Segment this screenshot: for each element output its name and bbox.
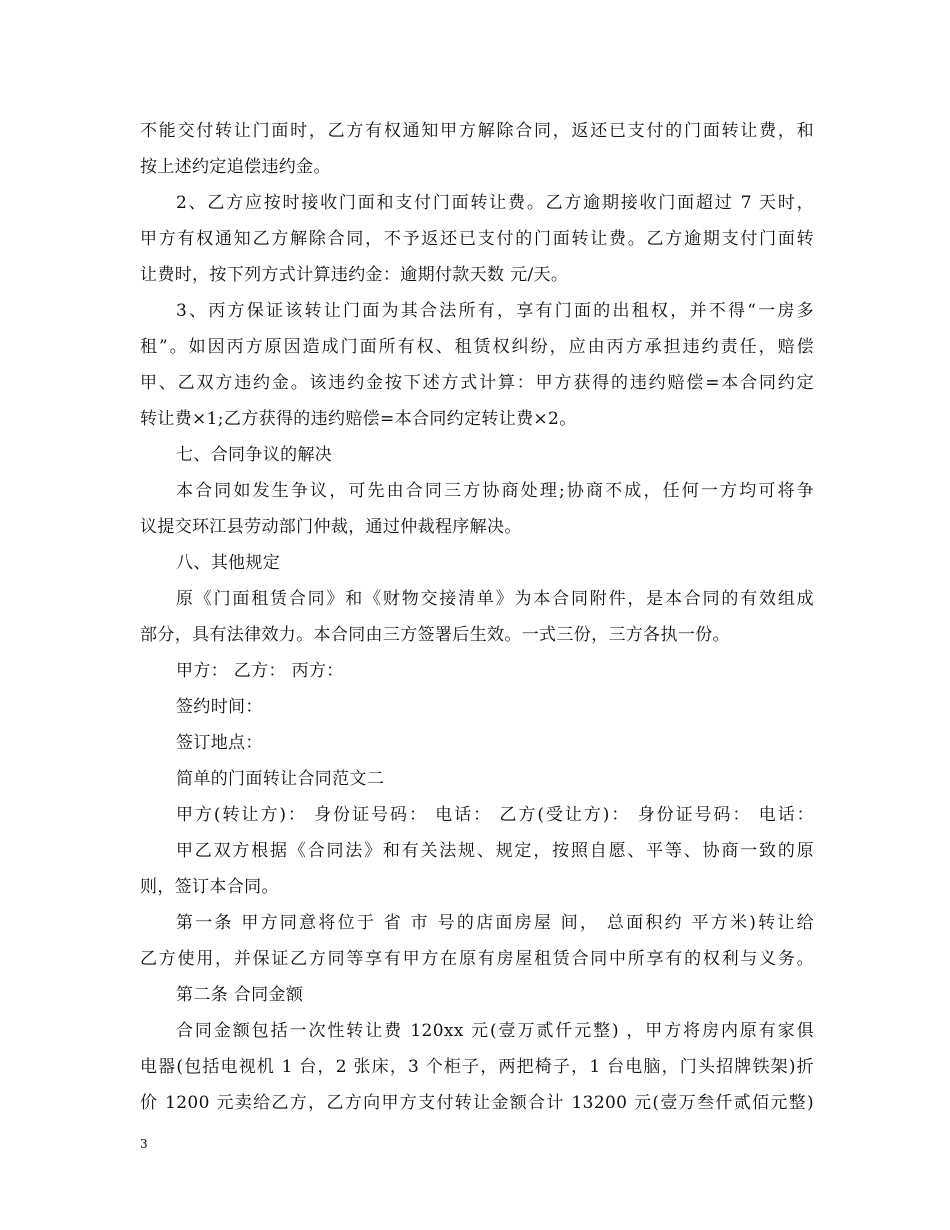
article-one-line-1: 第一条 甲方同意将位于 省 市 号的店面房屋 间， 总面积约 平方米)转让给 bbox=[176, 913, 814, 933]
article-two-heading: 第二条 合同金额 bbox=[176, 985, 304, 1005]
signature-date: 签约时间： bbox=[176, 697, 263, 717]
signature-place: 签订地点： bbox=[176, 733, 263, 753]
text-line-22: 则，签订本合同。 bbox=[140, 877, 279, 897]
text-line-2: 按上述约定追偿违约金。 bbox=[140, 157, 331, 177]
article-two-line-1: 合同金额包括一次性转让费 120xx 元(壹万贰仟元整) ，甲方将房内原有家俱 bbox=[176, 1021, 814, 1041]
section-heading-other: 八、其他规定 bbox=[176, 553, 281, 573]
party-info-line: 甲方(转让方)： 身份证号码： 电话： 乙方(受让方)： 身份证号码： 电话： bbox=[176, 805, 814, 825]
article-one-line-2: 乙方使用，并保证乙方同等享有甲方在原有房屋租赁合同中所享有的权利与义务。 bbox=[140, 949, 814, 969]
text-line-14: 原《门面租赁合同》和《财物交接清单》为本合同附件，是本合同的有效组成 bbox=[176, 589, 814, 609]
text-line-3: 2、乙方应按时接收门面和支付门面转让费。乙方逾期接收门面超过 7 天时， bbox=[176, 193, 814, 213]
text-line-15: 部分，具有法律效力。本合同由三方签署后生效。一式三份，三方各执一份。 bbox=[140, 625, 730, 645]
section-heading-dispute: 七、合同争议的解决 bbox=[176, 445, 333, 465]
article-two-line-3: 价 1200 元卖给乙方，乙方向甲方支付转让金额合计 13200 元(壹万叁仟贰佰元整) bbox=[140, 1093, 814, 1113]
text-line-1: 不能交付转让门面时，乙方有权通知甲方解除合同，返还已支付的门面转让费，和 bbox=[140, 121, 814, 141]
text-line-6: 3、丙方保证该转让门面为其合法所有，享有门面的出租权，并不得“一房多 bbox=[176, 301, 814, 321]
page-body bbox=[140, 113, 814, 1121]
text-line-7: 租”。如因丙方原因造成门面所有权、租赁权纠纷，应由丙方承担违约责任，赔偿 bbox=[140, 337, 814, 357]
text-line-11: 本合同如发生争议，可先由合同三方协商处理;协商不成，任何一方均可将争 bbox=[176, 481, 814, 501]
text-line-4: 甲方有权通知乙方解除合同，不予返还已支付的门面转让费。乙方逾期支付门面转 bbox=[140, 229, 814, 249]
text-line-21: 甲乙双方根据《合同法》和有关法规、规定，按照自愿、平等、协商一致的原 bbox=[176, 841, 814, 861]
article-two-line-2: 电器(包括电视机 1 台，2 张床，3 个柜子，两把椅子，1 台电脑，门头招牌铁架)折 bbox=[140, 1057, 814, 1077]
text-line-8: 甲、乙双方违约金。该违约金按下述方式计算：甲方获得的违约赔偿=本合同约定 bbox=[140, 373, 814, 393]
page-number: 3 bbox=[140, 1137, 148, 1151]
text-line-5: 让费时，按下列方式计算违约金：逾期付款天数 元/天。 bbox=[140, 265, 569, 285]
text-line-9: 转让费×1;乙方获得的违约赔偿=本合同约定转让费×2。 bbox=[140, 409, 577, 429]
text-line-12: 议提交环江县劳动部门仲裁，通过仲裁程序解决。 bbox=[140, 517, 522, 537]
contract-title: 简单的门面转让合同范文二 bbox=[176, 769, 385, 789]
signature-parties: 甲方： 乙方： 丙方： bbox=[176, 661, 344, 681]
